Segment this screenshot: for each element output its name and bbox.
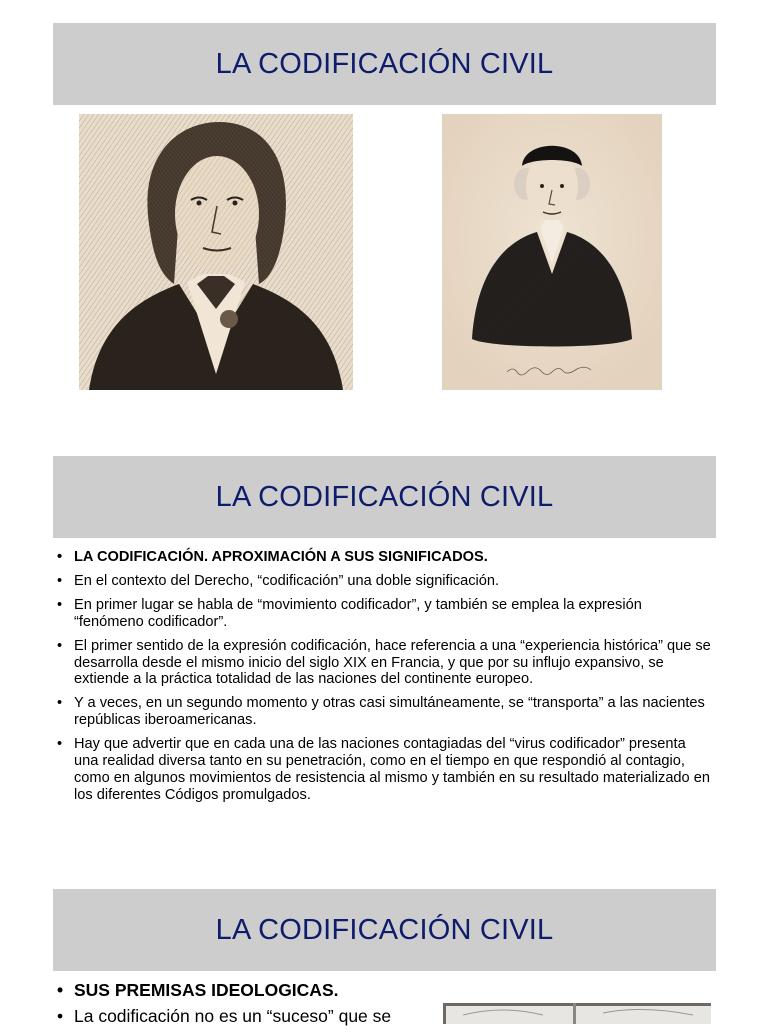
slide2-title: LA CODIFICACIÓN CIVIL <box>215 480 554 513</box>
slide3-title: LA CODIFICACIÓN CIVIL <box>215 913 554 946</box>
slide3-bullet-1: • SUS PREMISAS IDEOLOGICAS. <box>54 980 434 1001</box>
slide2-bullet-3: • En primer lugar se habla de “movimiento codificador”, y también se emplea la expresión “fenómeno codificador”. <box>54 597 714 631</box>
slide1-title-bar <box>53 23 716 105</box>
slide2-bullet-1: • LA CODIFICACIÓN. APROXIMACIÓN A SUS SIGNIFICADOS. <box>54 549 714 566</box>
slide2-title-bar <box>53 456 716 538</box>
engraved-portrait-man-skullcap-icon <box>442 114 662 390</box>
slide3-bullet-list <box>54 980 434 1032</box>
slide3-bullet-2: • La codificación no es un “suceso” que se <box>54 1006 434 1027</box>
slide2-bullet-2: • En el contexto del Derecho, “codificación” una doble significación. <box>54 573 714 590</box>
slide2-bullet-6: • Hay que advertir que en cada una de las naciones contagiadas del “virus codificador” presenta una realidad diversa tanto en su penetración, como en el tiempo en que respondió al contagio, como en algunos movimientos de resistencia al mismo y también en su resultado materializado en los diferentes Códigos promulgados. <box>54 736 714 804</box>
engraved-portrait-man-long-hair-icon <box>79 114 353 390</box>
slide2-bullet-4: • El primer sentido de la expresión codificación, hace referencia a una “experiencia histórica” que se desarrolla desde el mismo inicio del siglo XIX en Francia, y que por su influjo expansivo, se extiende a la práctica totalidad de las naciones del continente europeo. <box>54 638 714 689</box>
slide2-bullet-list <box>54 549 714 811</box>
slide1-title: LA CODIFICACIÓN CIVIL <box>215 47 554 80</box>
document-photo-icon <box>443 1003 711 1024</box>
slide3-title-bar <box>53 889 716 971</box>
slide2-bullet-5: • Y a veces, en un segundo momento y otras casi simultáneamente, se “transporta” a las nacientes repúblicas iberoamericanas. <box>54 695 714 729</box>
